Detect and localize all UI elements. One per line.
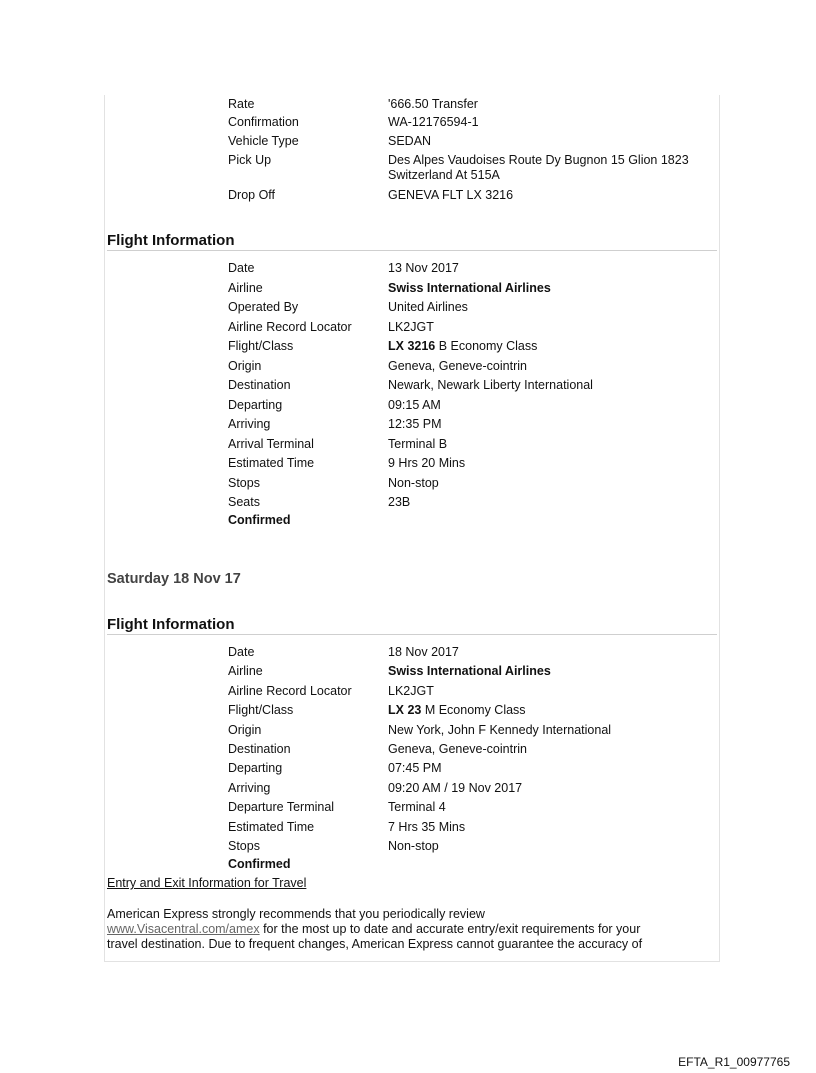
flight2-row-airline: Airline Swiss International Airlines	[228, 664, 551, 679]
flight2-row-flight-class: Flight/Class LX 23 M Economy Class	[228, 703, 526, 718]
flight1-row-stops: Stops Non-stop	[228, 475, 439, 490]
airline-name: Swiss International Airlines	[388, 664, 551, 679]
flight-number: LX 23	[388, 703, 422, 718]
flight-information-heading-1: Flight Information	[107, 232, 717, 251]
flight2-row-origin: Origin New York, John F Kennedy International	[228, 722, 612, 737]
transfer-row-rate: Rate '666.50 Transfer	[228, 97, 478, 111]
document-id: EFTA_R1_00977765	[678, 1055, 790, 1069]
visacentral-link[interactable]: www.Visacentral.com/amex	[107, 922, 260, 936]
flight1-status: Confirmed	[228, 513, 291, 527]
flight2-row-date: Date 18 Nov 2017	[228, 645, 459, 659]
airline-name: Swiss International Airlines	[388, 280, 551, 295]
transfer-row-drop-off: Drop Off GENEVA FLT LX 3216	[228, 188, 514, 202]
entry-exit-heading[interactable]: Entry and Exit Information for Travel	[107, 876, 307, 890]
flight-information-heading-2: Flight Information	[107, 616, 717, 635]
flight1-row-operated-by: Operated By United Airlines	[228, 300, 468, 314]
transfer-row-vehicle-type: Vehicle Type SEDAN	[228, 134, 432, 148]
flight2-row-stops: Stops Non-stop	[228, 839, 439, 853]
flight1-row-origin: Origin Geneva, Geneve-cointrin	[228, 358, 527, 373]
flight2-status: Confirmed	[228, 857, 291, 871]
flight2-row-departure-terminal: Departure Terminal Terminal 4	[228, 800, 446, 815]
flight1-row-destination: Destination Newark, Newark Liberty International	[228, 378, 593, 392]
flight1-row-estimated-time: Estimated Time 9 Hrs 20 Mins	[228, 456, 466, 470]
flight1-row-arriving: Arriving 12:35 PM	[228, 417, 442, 431]
flight2-row-airline-record-locator: Airline Record Locator LK2JGT	[228, 683, 434, 698]
transfer-row-confirmation: Confirmation WA-12176594-1	[228, 115, 479, 129]
flight-number: LX 3216	[388, 339, 436, 353]
flight2-row-estimated-time: Estimated Time 7 Hrs 35 Mins	[228, 819, 466, 834]
day-heading: Saturday 18 Nov 17	[107, 571, 241, 587]
flight1-row-airline: Airline Swiss International Airlines	[228, 280, 551, 295]
flight2-row-departing: Departing 07:45 PM	[228, 761, 442, 776]
flight1-row-date: Date 13 Nov 2017	[228, 261, 459, 275]
flight1-row-departing: Departing 09:15 AM	[228, 397, 441, 412]
flight1-row-flight-class: Flight/Class LX 3216 B Economy Class	[228, 339, 538, 353]
flight2-row-arriving: Arriving 09:20 AM / 19 Nov 2017	[228, 780, 523, 795]
entry-exit-paragraph: American Express strongly recommends that you periodically review www.Visacentral.com/amex for the most up to date and accurate entry/exit requirements for your travel destination. Due to frequent changes, American Express cannot guarantee the accuracy of	[107, 907, 643, 951]
flight1-row-arrival-terminal: Arrival Terminal Terminal B	[228, 436, 448, 451]
flight1-row-seats: Seats 23B	[228, 495, 411, 509]
flight1-row-airline-record-locator: Airline Record Locator LK2JGT	[228, 319, 434, 334]
flight2-row-destination: Destination Geneva, Geneve-cointrin	[228, 742, 527, 756]
transfer-row-pick-up: Pick Up Des Alpes Vaudoises Route Dy Bugnon 15 Glion 1823 Switzerland At 515A	[228, 153, 689, 182]
